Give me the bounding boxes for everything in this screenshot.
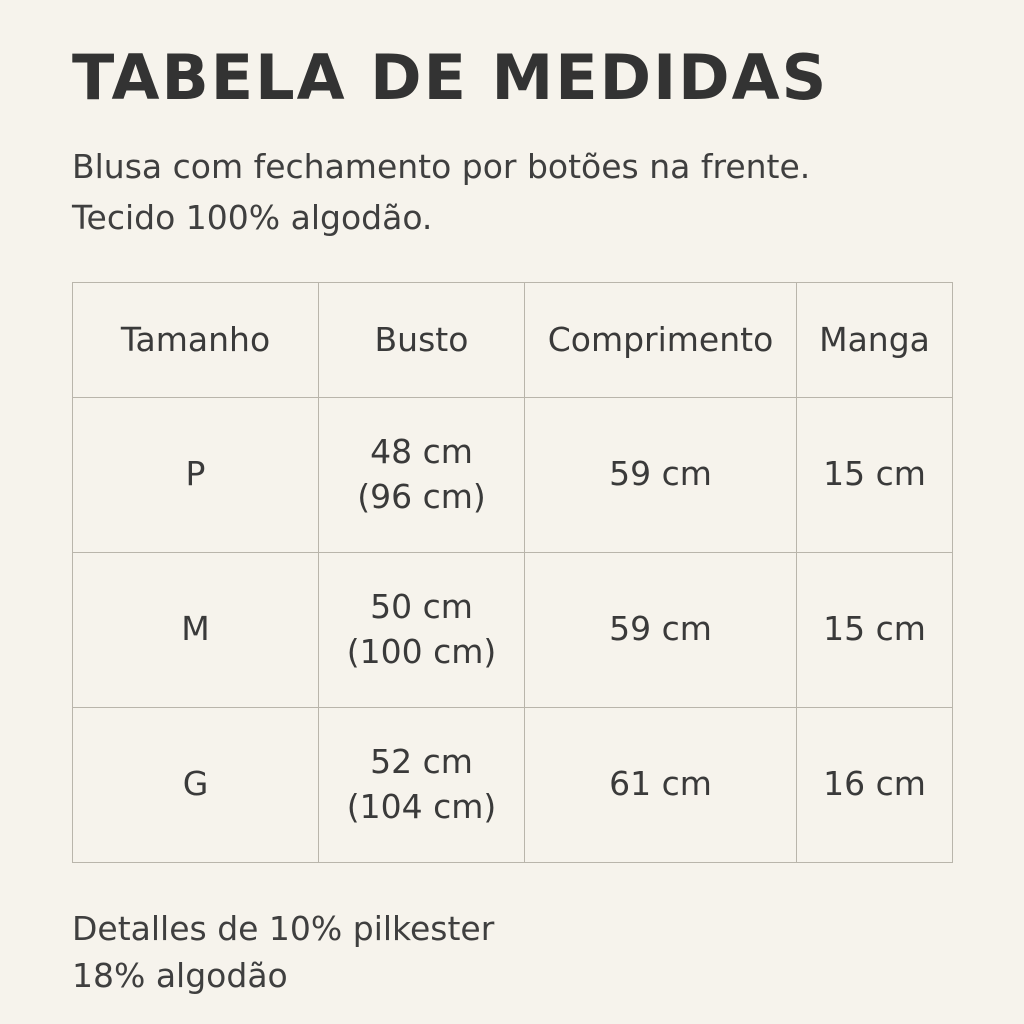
cell-bust bbox=[319, 707, 525, 862]
cell-bust-main: 50 cm bbox=[370, 587, 473, 627]
table-row bbox=[73, 397, 953, 552]
footer-line-1: Detalles de 10% pilkester bbox=[72, 908, 495, 948]
footer-line-2: 18% algodão bbox=[72, 956, 288, 996]
cell-sleeve: 15 cm bbox=[797, 552, 953, 707]
column-header-size: Tamanho bbox=[73, 282, 319, 397]
intro-line-2: Tecido 100% algodão. bbox=[72, 198, 433, 238]
cell-sleeve: 16 cm bbox=[797, 707, 953, 862]
intro-line-1: Blusa com fechamento por botões na frente. bbox=[72, 147, 811, 187]
cell-bust bbox=[319, 397, 525, 552]
table-header-row bbox=[73, 282, 953, 397]
cell-size: G bbox=[73, 707, 319, 862]
table-row bbox=[73, 707, 953, 862]
column-header-length: Comprimento bbox=[525, 282, 797, 397]
intro-paragraph bbox=[72, 141, 952, 243]
cell-length: 59 cm bbox=[525, 552, 797, 707]
column-header-bust: Busto bbox=[319, 282, 525, 397]
cell-bust bbox=[319, 552, 525, 707]
footer-note bbox=[72, 905, 952, 1001]
cell-length: 59 cm bbox=[525, 397, 797, 552]
cell-bust-sub: (104 cm) bbox=[346, 786, 497, 826]
cell-length: 61 cm bbox=[525, 707, 797, 862]
cell-bust-main: 52 cm bbox=[370, 742, 473, 782]
cell-bust-sub: (96 cm) bbox=[357, 476, 486, 516]
page-title: TABELA DE MEDIDAS bbox=[72, 41, 829, 114]
cell-sleeve: 15 cm bbox=[797, 397, 953, 552]
size-table bbox=[72, 282, 953, 863]
cell-bust-sub: (100 cm) bbox=[346, 631, 497, 671]
cell-size: M bbox=[73, 552, 319, 707]
cell-size: P bbox=[73, 397, 319, 552]
column-header-sleeve: Manga bbox=[797, 282, 953, 397]
cell-bust-main: 48 cm bbox=[370, 432, 473, 472]
table-row bbox=[73, 552, 953, 707]
